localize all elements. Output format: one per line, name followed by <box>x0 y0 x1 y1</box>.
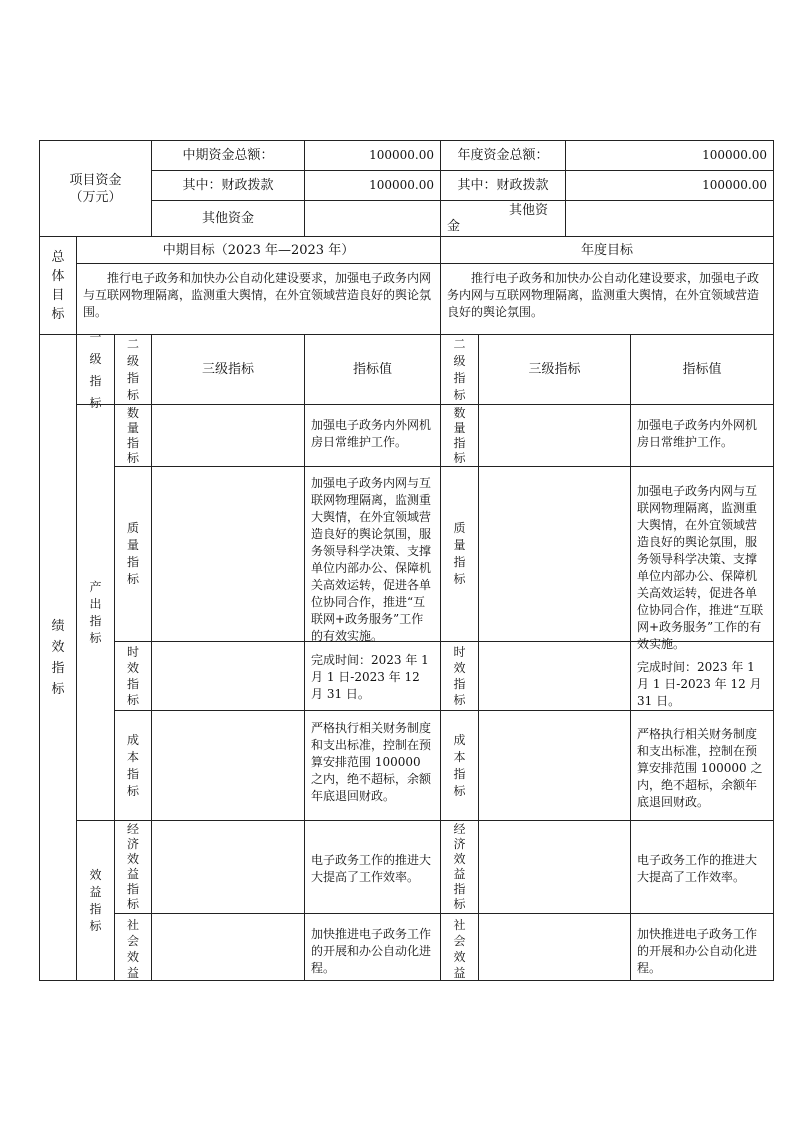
annual-fiscal-value: 100000.00 <box>702 178 767 192</box>
mid-fiscal-value: 100000.00 <box>369 178 434 192</box>
project-funding-label: 项目资金 （万元） <box>69 172 122 205</box>
indicator-name-quantity-annual: 数量指标 <box>453 405 466 465</box>
indicator-name-social-annual: 社会效益 <box>453 918 466 980</box>
indicator-value-timeliness: 完成时间：2023 年 1 月 1 日-2023 年 12 月 31 日。 <box>311 653 429 701</box>
header-level3: 三级指标 <box>201 362 254 377</box>
header-level1: 一级指标 <box>89 329 102 410</box>
annual-goal-text: 推行电子政务和加快办公自动化建设要求，加强电子政务内网与互联网物理隔离，监测重大舆情，在外宜领域营造良好的舆论氛围。 <box>447 271 760 319</box>
performance-indicators-label: 绩效指标 <box>51 618 65 697</box>
grid-line <box>151 334 152 981</box>
header-level2: 二级指标 <box>126 336 139 402</box>
indicator-name-timeliness: 时效指标 <box>126 645 139 707</box>
indicator-value-economic-annual: 电子政务工作的推进大大提高了工作效率。 <box>637 853 758 884</box>
mid-goal-header: 中期目标（2023 年—2023 年） <box>162 242 355 258</box>
indicator-name-economic-annual: 经济效益指标 <box>453 822 466 911</box>
mid-fiscal-label: 其中：财政拨款 <box>182 178 274 193</box>
annual-goal-header: 年度目标 <box>580 242 633 258</box>
grid-line <box>76 263 774 264</box>
mid-other-label: 其他资金 <box>201 211 254 226</box>
mid-total-label: 中期资金总额： <box>182 148 274 163</box>
indicator-name-quantity: 数量指标 <box>126 405 139 465</box>
indicator-name-social: 社会效益 <box>126 918 139 980</box>
grid-line <box>478 334 479 981</box>
indicator-value-quality: 加强电子政务内网与互联网物理隔离，监测重大舆情，在外宜领域营造良好的舆论氛围，服务领导科学决策、支撑单位内部办公、保障机关高效运转，促进各单位协同合作，推进“互联网+政务服务”工作的有效实施。 <box>311 476 432 643</box>
indicator-value-social-annual: 加快推进电子政务工作的开展和办公自动化进程。 <box>637 927 758 975</box>
header-value: 指标值 <box>352 362 392 377</box>
grid-line <box>773 140 774 981</box>
indicator-value-social: 加快推进电子政务工作的开展和办公自动化进程。 <box>311 927 432 975</box>
indicator-value-cost-annual: 严格执行相关财务制度和支出标准，控制在预算安排范围 100000 之内，绝不超标，余额年底退回财政。 <box>637 727 763 809</box>
indicator-value-quality-annual: 加强电子政务内网与互联网物理隔离，监测重大舆情，在外宜领域营造良好的舆论氛围，服务领导科学决策、支撑单位内部办公、保障机关高效运转，促进各单位协同合作，推进“互联网+政务服务”工作的有效实施。 <box>637 484 764 651</box>
indicator-name-economic: 经济效益指标 <box>126 822 139 911</box>
annual-total-value: 100000.00 <box>702 148 767 162</box>
annual-total-label: 年度资金总额： <box>457 148 549 163</box>
header-value-annual: 指标值 <box>682 362 722 377</box>
benefit-indicators-label: 效益指标 <box>89 867 102 933</box>
indicator-value-timeliness-annual: 完成时间：2023 年 1 月 1 日-2023 年 12 月 31 日。 <box>637 660 762 708</box>
indicator-name-cost-annual: 成本指标 <box>453 732 466 798</box>
output-indicators-label: 产出指标 <box>89 579 102 645</box>
annual-other-label-line2: 金 <box>447 219 461 234</box>
annual-other-label-line1: 其他资 <box>509 203 549 218</box>
indicator-name-quality: 质量指标 <box>126 521 139 586</box>
header-level3-annual: 三级指标 <box>528 362 581 377</box>
indicator-value-quantity-annual: 加强电子政务内外网机房日常维护工作。 <box>637 418 758 449</box>
grid-line <box>76 404 774 405</box>
annual-other-label <box>441 201 565 236</box>
indicator-name-timeliness-annual: 时效指标 <box>453 645 466 707</box>
indicator-name-cost: 成本指标 <box>126 732 139 798</box>
grid-line <box>76 820 774 821</box>
indicator-value-cost: 严格执行相关财务制度和支出标准，控制在预算安排范围 100000 之内，绝不超标，余额年底退回财政。 <box>311 721 432 803</box>
annual-fiscal-label: 其中：财政拨款 <box>457 178 549 193</box>
mid-goal-text: 推行电子政务和加快办公自动化建设要求，加强电子政务内网与互联网物理隔离，监测重大舆情，在外宜领域营造良好的舆论氛围。 <box>83 271 432 319</box>
header-level2-annual: 二级指标 <box>453 336 466 402</box>
overall-goal-label: 总体目标 <box>51 249 65 322</box>
indicator-name-quality-annual: 质量指标 <box>453 521 466 586</box>
grid-line <box>39 980 774 981</box>
indicator-value-quantity: 加强电子政务内外网机房日常维护工作。 <box>311 418 432 449</box>
indicator-value-economic: 电子政务工作的推进大大提高了工作效率。 <box>311 853 432 884</box>
mid-total-value: 100000.00 <box>369 148 434 162</box>
